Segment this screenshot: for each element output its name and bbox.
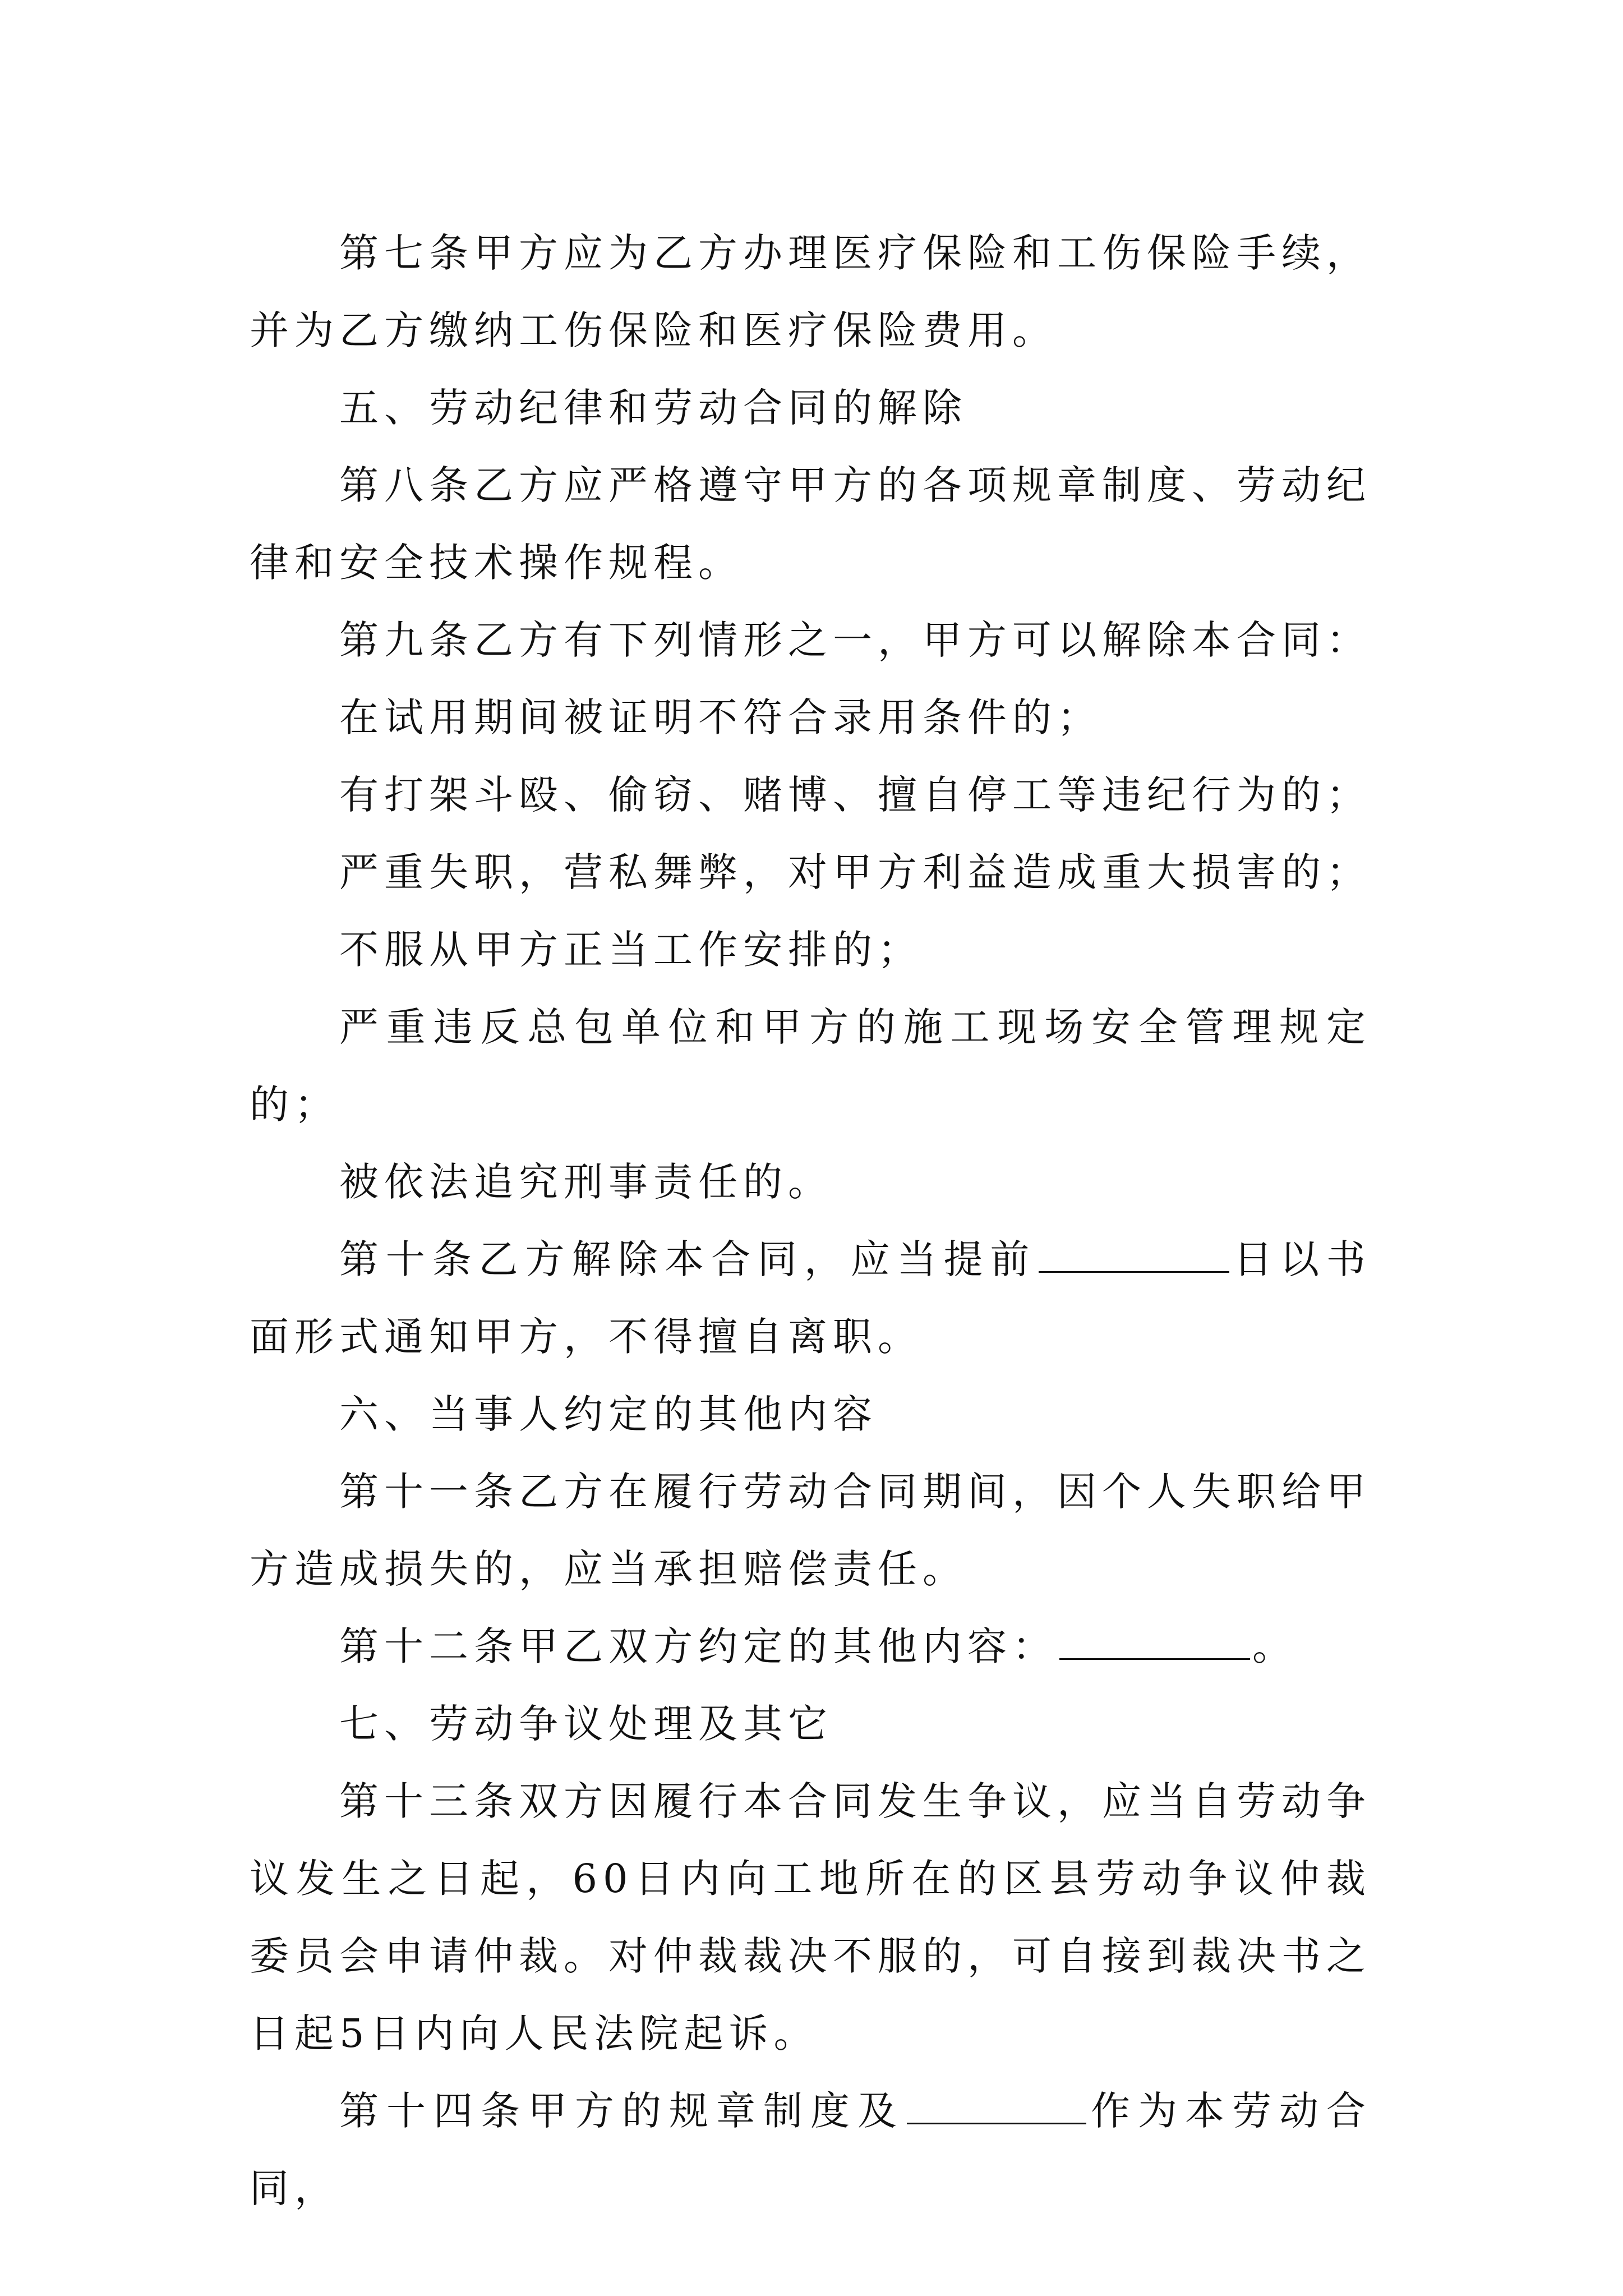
clause-8: 第八条乙方应严格遵守甲方的各项规章制度、劳动纪律和安全技术操作规程。 [250, 462, 1371, 586]
clause-9-item-3: 严重失职，营私舞弊，对甲方利益造成重大损害的； [339, 849, 1371, 895]
clause-9-item-4: 不服从甲方正当工作安排的； [339, 927, 923, 973]
clause-12-text-a: 第十二条甲乙双方约定的其他内容： [339, 1623, 1057, 1669]
clause-10 [250, 1221, 1371, 1375]
fill-in-blank-other[interactable] [1059, 1626, 1250, 1660]
section-7-heading: 七、劳动争议处理及其它 [339, 1701, 833, 1747]
clause-9-item-5: 严重违反总包单位和甲方的施工现场安全管理规定的； [250, 1004, 1371, 1128]
clause-9-item-1: 在试用期间被证明不符合录用条件的； [339, 694, 1102, 740]
section-5-heading: 五、劳动纪律和劳动合同的解除 [339, 385, 967, 431]
document-body [250, 214, 1371, 2227]
clause-14 [250, 2072, 1371, 2227]
clause-12-text-b: 。 [1252, 1623, 1297, 1669]
clause-7: 第七条甲方应为乙方办理医疗保险和工伤保险手续，并为乙方缴纳工伤保险和医疗保险费用。 [250, 230, 1371, 353]
fill-in-blank-days[interactable] [1039, 1239, 1229, 1273]
clause-9-item-6: 被依法追究刑事责任的。 [339, 1159, 833, 1205]
clause-14-text-a: 第十四条甲方的规章制度及 [339, 2088, 905, 2134]
clause-13: 第十三条双方因履行本合同发生争议，应当自劳动争议发生之日起，60日内向工地所在的区县劳动争议仲裁委员会申请仲裁。对仲裁裁决不服的，可自接到裁决书之日起5日内向人民法院起诉。 [250, 1778, 1371, 2056]
clause-10-text-b: 日以书面形式通知甲方，不得擅自离职。 [250, 1236, 1372, 1360]
clause-11: 第十一条乙方在履行劳动合同期间，因个人失职给甲方造成损失的，应当承担赔偿责任。 [250, 1469, 1371, 1592]
clause-10-text-a: 第十条乙方解除本合同，应当提前 [339, 1236, 1037, 1282]
clause-12 [250, 1608, 1371, 1685]
clause-9-item-2: 有打架斗殴、偷窃、赌博、擅自停工等违纪行为的； [339, 772, 1371, 818]
clause-14-text-b: 作为本劳动合同， [250, 2088, 1371, 2211]
fill-in-blank-rules[interactable] [907, 2090, 1086, 2124]
clause-9: 第九条乙方有下列情形之一，甲方可以解除本合同： [339, 617, 1371, 663]
section-6-heading: 六、当事人约定的其他内容 [339, 1391, 878, 1437]
